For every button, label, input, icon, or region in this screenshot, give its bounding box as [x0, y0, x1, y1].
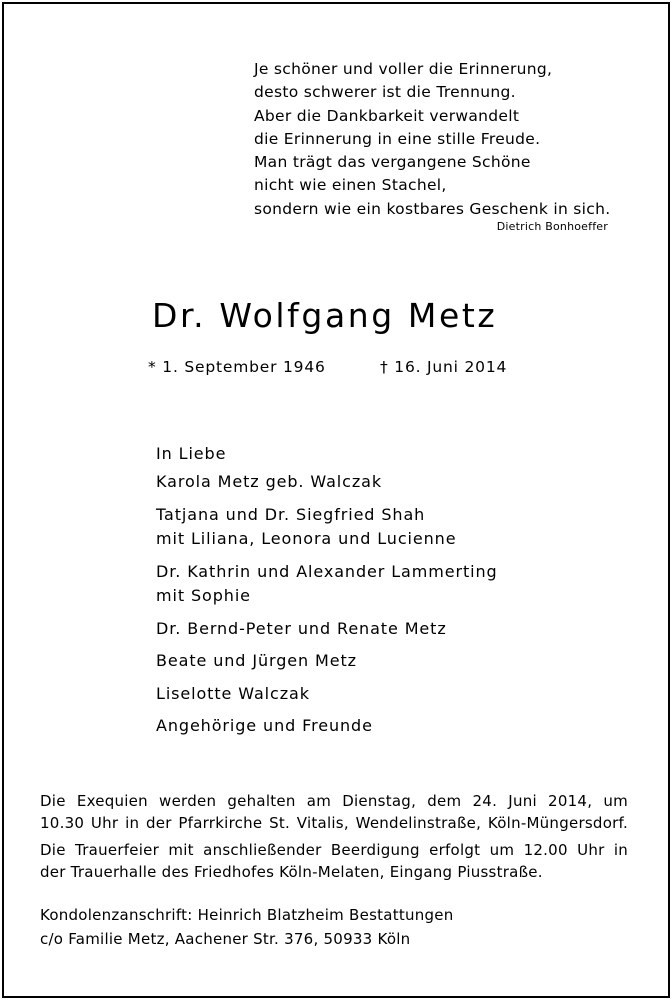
notice-line: Die Exequien werden gehalten am Dienstag, dem 24. Juni 2014, um	[40, 792, 628, 810]
birth-date: * 1. September 1946	[148, 358, 326, 376]
notice-line: Kondolenzanschrift: Heinrich Blatzheim Bestattungen	[40, 906, 454, 924]
mourner-line: Karola Metz geb. Walczak	[156, 472, 383, 491]
mourner-line: Angehörige und Freunde	[156, 716, 373, 735]
mourner-entry	[156, 617, 498, 642]
mourner-line: Tatjana und Dr. Siegfried Shah	[156, 504, 426, 524]
mourner-line: Beate und Jürgen Metz	[156, 651, 357, 670]
life-dates	[148, 358, 508, 376]
mourner-entry	[156, 560, 498, 609]
deceased-name: Dr. Wolfgang Metz	[152, 296, 498, 335]
mourner-entry	[156, 503, 498, 552]
mourner-entry	[156, 682, 498, 707]
exequies-notice	[40, 790, 628, 835]
poem-line: Man trägt das vergangene Schöne	[254, 153, 531, 172]
mourner-line: Dr. Kathrin und Alexander Lammerting	[156, 561, 498, 581]
poem-line: Je schöner und voller die Erinnerung,	[254, 60, 553, 78]
mourner-line: Dr. Bernd-Peter und Renate Metz	[156, 618, 447, 638]
notice-line: der Trauerhalle des Friedhofes Köln-Melaten, Eingang Piusstraße.	[40, 863, 543, 882]
poem-line: sondern wie ein kostbares Geschenk in sich.	[254, 199, 611, 218]
condolence-address	[40, 903, 628, 951]
poem-line: Aber die Dankbarkeit verwandelt	[254, 106, 520, 125]
death-date: † 16. Juni 2014	[380, 358, 508, 376]
mourners-intro: In Liebe	[156, 444, 227, 463]
poem-line: desto schwerer ist die Trennung.	[254, 83, 516, 102]
poem	[254, 58, 610, 221]
mourner-entry	[156, 470, 498, 495]
mourner-line: mit Liliana, Leonora und Lucienne	[156, 529, 457, 548]
mourner-line: Liselotte Walczak	[156, 683, 310, 703]
notice-line: c/o Familie Metz, Aachener Str. 376, 50933 Köln	[40, 930, 411, 948]
notice-line: 10.30 Uhr in der Pfarrkirche St. Vitalis, Wendelinstraße, Köln-Müngersdorf.	[40, 814, 628, 833]
mourners-list	[156, 444, 498, 747]
mourner-entry	[156, 649, 498, 674]
poem-line: die Erinnerung in eine stille Freude.	[254, 129, 541, 148]
poem-line: nicht wie einen Stachel,	[254, 176, 447, 195]
mourner-entry	[156, 714, 498, 739]
funeral-notice	[40, 839, 628, 884]
mourner-line: mit Sophie	[156, 586, 251, 605]
notice-line: Die Trauerfeier mit anschließender Beerdigung erfolgt um 12.00 Uhr in	[40, 841, 628, 859]
poem-author: Dietrich Bonhoeffer	[496, 220, 608, 233]
